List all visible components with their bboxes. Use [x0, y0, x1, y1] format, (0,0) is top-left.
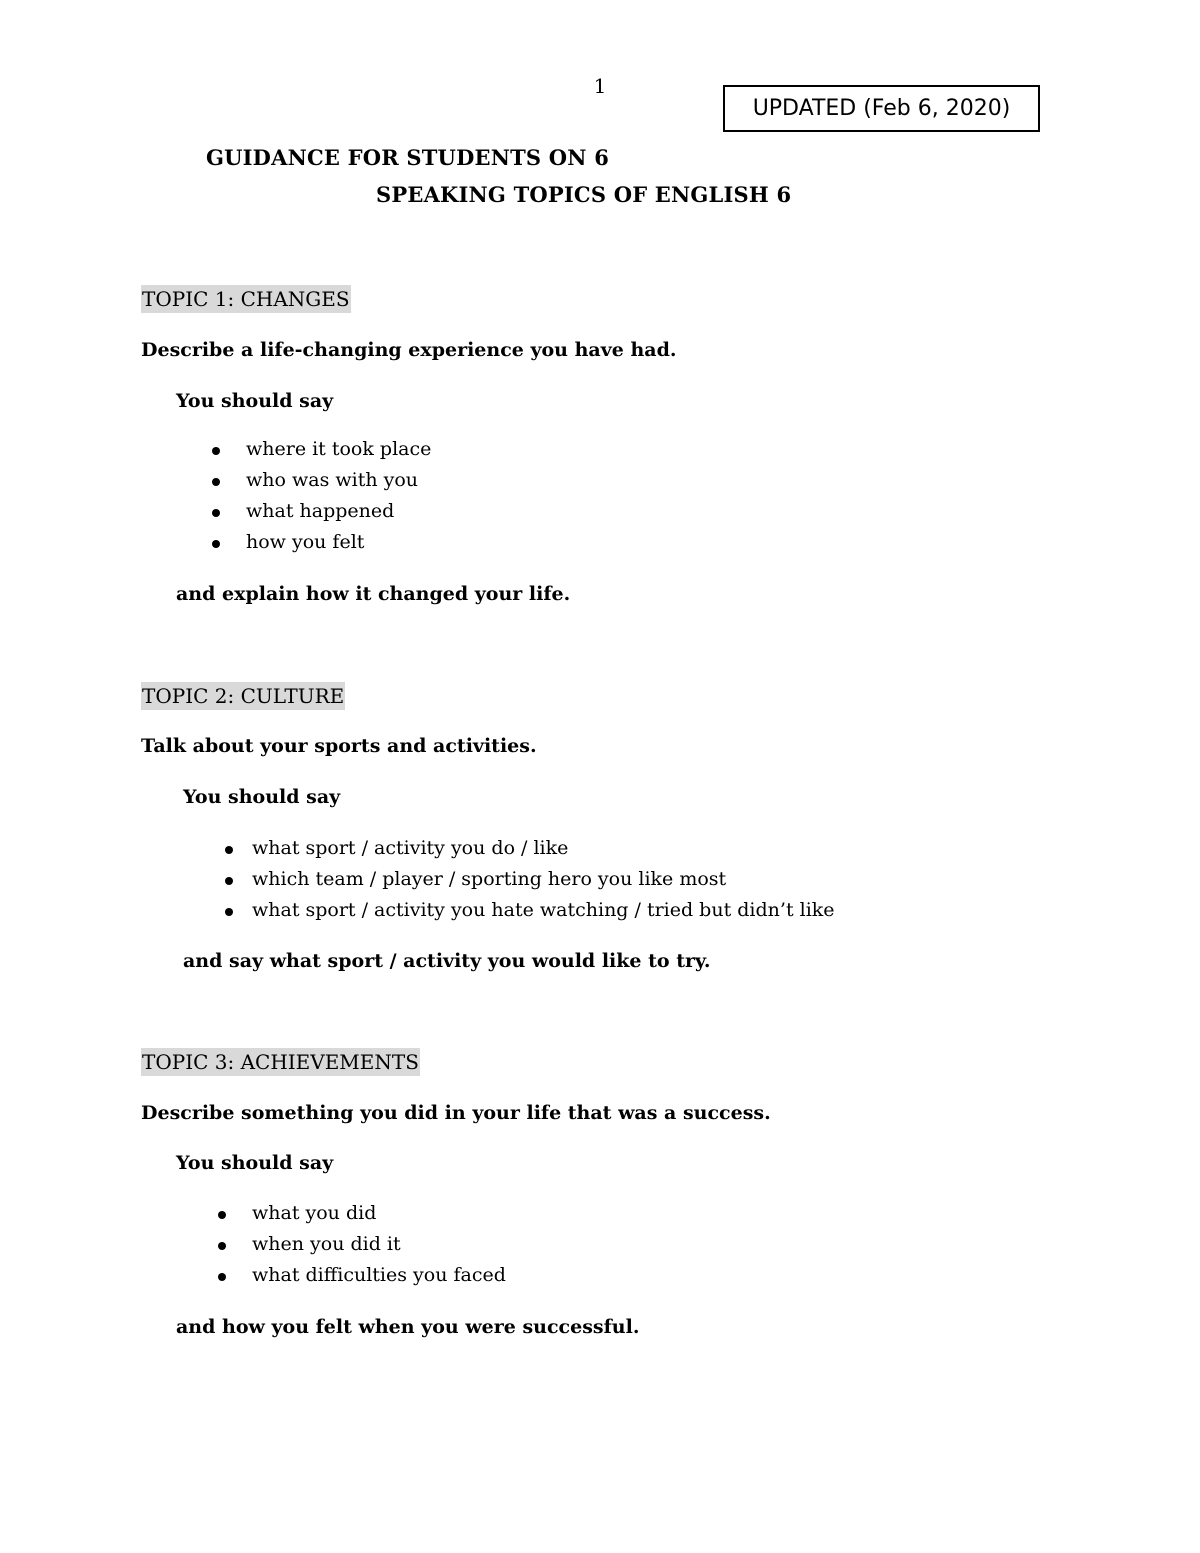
- topic-2-closing: and say what sport / activity you would like to try.: [183, 950, 711, 972]
- title-line-2: SPEAKING TOPICS OF ENGLISH 6: [376, 182, 792, 207]
- bullet-icon: [225, 846, 233, 854]
- bullet-icon: [225, 877, 233, 885]
- list-item: [225, 833, 925, 864]
- list-item: [212, 527, 912, 558]
- bullet-text: what difficulties you faced: [252, 1264, 506, 1286]
- topic-2-heading: TOPIC 2: CULTURE: [142, 684, 345, 708]
- list-item: [225, 864, 925, 895]
- topic-3-bullet-list: [218, 1198, 918, 1291]
- bullet-icon: [212, 478, 220, 486]
- bullet-text: what sport / activity you hate watching / tried but didn’t like: [252, 899, 835, 921]
- bullet-icon: [218, 1211, 226, 1219]
- bullet-text: when you did it: [252, 1233, 401, 1255]
- topic-2-prompt: Talk about your sports and activities.: [141, 735, 537, 757]
- bullet-icon: [218, 1273, 226, 1281]
- bullet-icon: [212, 509, 220, 517]
- topic-3-prompt: Describe something you did in your life that was a success.: [141, 1102, 771, 1124]
- bullet-text: which team / player / sporting hero you like most: [252, 868, 727, 890]
- list-item: [225, 895, 925, 926]
- topic-1-heading: TOPIC 1: CHANGES: [142, 287, 350, 311]
- list-item: [212, 496, 912, 527]
- bullet-icon: [225, 908, 233, 916]
- topic-1-closing: and explain how it changed your life.: [176, 583, 571, 605]
- topic-3-heading: TOPIC 3: ACHIEVEMENTS: [142, 1050, 419, 1074]
- updated-badge: UPDATED (Feb 6, 2020): [723, 85, 1040, 132]
- topic-1-prompt: Describe a life-changing experience you have had.: [141, 339, 677, 361]
- list-item: [212, 434, 912, 465]
- bullet-text: who was with you: [246, 469, 419, 491]
- bullet-text: how you felt: [246, 531, 365, 553]
- topic-2-bullet-list: [225, 833, 925, 926]
- bullet-text: what sport / activity you do / like: [252, 837, 569, 859]
- bullet-icon: [212, 447, 220, 455]
- page-number: 1: [593, 74, 607, 98]
- bullet-text: what you did: [252, 1202, 377, 1224]
- bullet-icon: [218, 1242, 226, 1250]
- topic-1-bullet-list: [212, 434, 912, 558]
- topic-3-closing: and how you felt when you were successful.: [176, 1316, 640, 1338]
- bullet-text: where it took place: [246, 438, 432, 460]
- title-line-1: GUIDANCE FOR STUDENTS ON 6: [206, 145, 610, 170]
- topic-2-should-say: You should say: [183, 786, 341, 808]
- topic-1-should-say: You should say: [176, 390, 334, 412]
- bullet-text: what happened: [246, 500, 395, 522]
- list-item: [218, 1198, 918, 1229]
- list-item: [212, 465, 912, 496]
- topic-3-should-say: You should say: [176, 1152, 334, 1174]
- bullet-icon: [212, 540, 220, 548]
- list-item: [218, 1260, 918, 1291]
- list-item: [218, 1229, 918, 1260]
